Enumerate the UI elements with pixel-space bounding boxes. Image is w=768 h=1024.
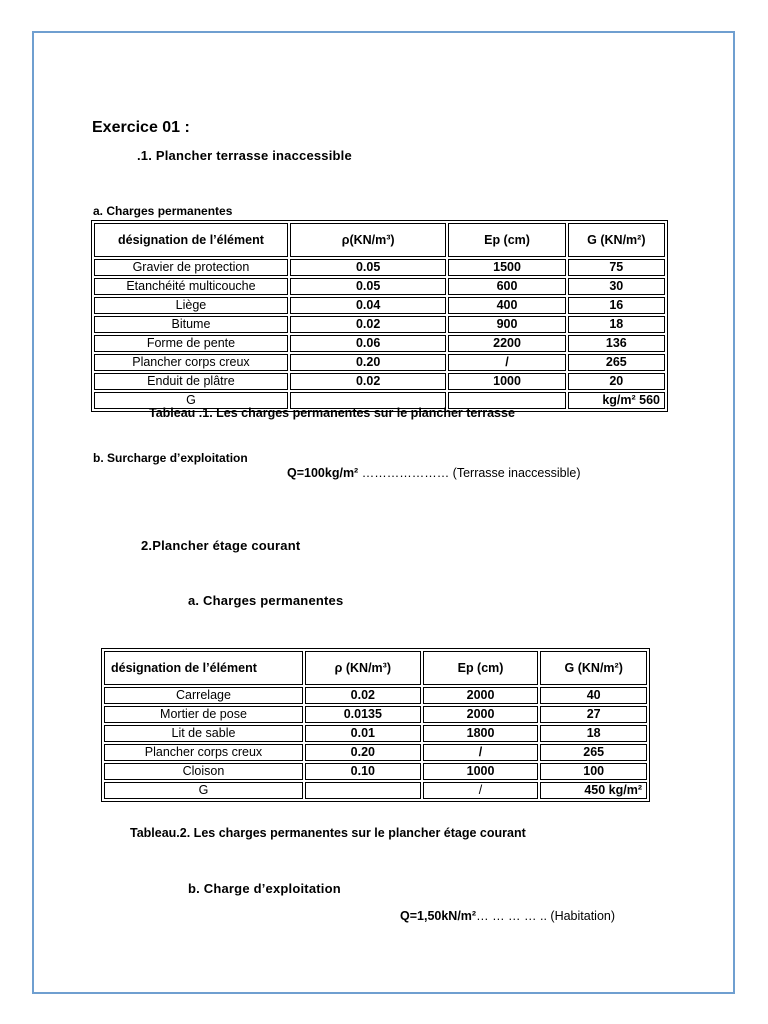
exercise-title: Exercice 01 : xyxy=(92,119,190,136)
row-designation: Lit de sable xyxy=(104,725,303,742)
row-designation: Plancher corps creux xyxy=(104,744,303,761)
row-ep: / xyxy=(448,354,565,371)
row-rho: 0.10 xyxy=(305,763,421,780)
row-g: 136 xyxy=(568,335,665,352)
header-g: G (KN/m²) xyxy=(540,651,647,685)
row-designation: Enduit de plâtre xyxy=(94,373,288,390)
table-row xyxy=(94,316,665,333)
table-header-row xyxy=(104,651,647,685)
row-ep: 600 xyxy=(448,278,565,295)
table-row xyxy=(104,706,647,723)
table-header-row xyxy=(94,223,665,257)
row-rho: 0.02 xyxy=(290,316,447,333)
header-g: G (KN/m²) xyxy=(568,223,665,257)
row-rho: 0.05 xyxy=(290,278,447,295)
row-g: 18 xyxy=(568,316,665,333)
total-ep: / xyxy=(423,782,539,799)
table-row xyxy=(94,354,665,371)
row-ep: 2200 xyxy=(448,335,565,352)
header-ep: Ep (cm) xyxy=(423,651,539,685)
total-value: kg/m² 560 xyxy=(568,392,665,409)
row-designation: Etanchéité multicouche xyxy=(94,278,288,295)
row-rho: 0.05 xyxy=(290,259,447,276)
q2-value: Q=1,50kN/m² xyxy=(400,909,477,923)
row-g: 265 xyxy=(568,354,665,371)
row-g: 30 xyxy=(568,278,665,295)
sub-a1-heading: a. Charges permanentes xyxy=(93,204,233,218)
table-row xyxy=(104,687,647,704)
row-ep: 2000 xyxy=(423,687,539,704)
row-ep: 1800 xyxy=(423,725,539,742)
total-label: G xyxy=(104,782,303,799)
total-label: G xyxy=(94,392,288,409)
row-designation: Forme de pente xyxy=(94,335,288,352)
header-rho: ρ(KN/m³) xyxy=(290,223,447,257)
table-row xyxy=(94,297,665,314)
row-rho: 0.02 xyxy=(290,373,447,390)
sub-a2-heading: a. Charges permanentes xyxy=(188,593,344,608)
table-row xyxy=(94,259,665,276)
row-g: 265 xyxy=(540,744,647,761)
row-rho: 0.20 xyxy=(305,744,421,761)
row-rho: 0.04 xyxy=(290,297,447,314)
q2-description: … … … … .. (Habitation) xyxy=(476,909,616,923)
row-designation: Cloison xyxy=(104,763,303,780)
row-ep: 1000 xyxy=(448,373,565,390)
row-g: 75 xyxy=(568,259,665,276)
row-ep: / xyxy=(423,744,539,761)
header-rho: ρ (KN/m³) xyxy=(305,651,421,685)
section1-title: .1. Plancher terrasse inaccessible xyxy=(137,148,352,163)
row-g: 18 xyxy=(540,725,647,742)
table-row xyxy=(94,335,665,352)
table-total-row xyxy=(104,782,647,799)
page-frame xyxy=(32,31,735,994)
row-g: 40 xyxy=(540,687,647,704)
row-ep: 2000 xyxy=(423,706,539,723)
row-g: 16 xyxy=(568,297,665,314)
row-designation: Plancher corps creux xyxy=(94,354,288,371)
row-designation: Bitume xyxy=(94,316,288,333)
row-g: 20 xyxy=(568,373,665,390)
header-designation: désignation de l’élément xyxy=(104,651,303,685)
table-row xyxy=(94,373,665,390)
row-ep: 1500 xyxy=(448,259,565,276)
row-rho: 0.0135 xyxy=(305,706,421,723)
table-charges-terrasse xyxy=(91,220,668,412)
header-ep: Ep (cm) xyxy=(448,223,565,257)
row-designation: Carrelage xyxy=(104,687,303,704)
row-rho: 0.01 xyxy=(305,725,421,742)
table-row xyxy=(104,725,647,742)
row-designation: Mortier de pose xyxy=(104,706,303,723)
table-row xyxy=(104,763,647,780)
section2-title: 2.Plancher étage courant xyxy=(141,538,301,553)
header-designation: désignation de l’élément xyxy=(94,223,288,257)
table2-caption: Tableau.2. Les charges permanentes sur le plancher étage courant xyxy=(130,826,526,840)
row-designation: Gravier de protection xyxy=(94,259,288,276)
row-ep: 1000 xyxy=(423,763,539,780)
sub-b1-heading: b. Surcharge d’exploitation xyxy=(93,451,248,465)
row-rho: 0.06 xyxy=(290,335,447,352)
table-charges-etage xyxy=(101,648,650,802)
row-g: 100 xyxy=(540,763,647,780)
q1-value: Q=100kg/m² xyxy=(287,466,359,480)
row-ep: 400 xyxy=(448,297,565,314)
sub-b2-heading: b. Charge d’exploitation xyxy=(188,881,341,896)
row-rho: 0.02 xyxy=(305,687,421,704)
table-row xyxy=(94,278,665,295)
total-rho-empty xyxy=(305,782,421,799)
row-designation: Liège xyxy=(94,297,288,314)
row-g: 27 xyxy=(540,706,647,723)
q1-description: ………………… (Terrasse inaccessible) xyxy=(358,466,581,480)
row-ep: 900 xyxy=(448,316,565,333)
table1-caption: Tableau .1. Les charges permanentes sur le plancher terrasse xyxy=(149,406,515,420)
total-value: 450 kg/m² xyxy=(540,782,647,799)
row-rho: 0.20 xyxy=(290,354,447,371)
table-row xyxy=(104,744,647,761)
